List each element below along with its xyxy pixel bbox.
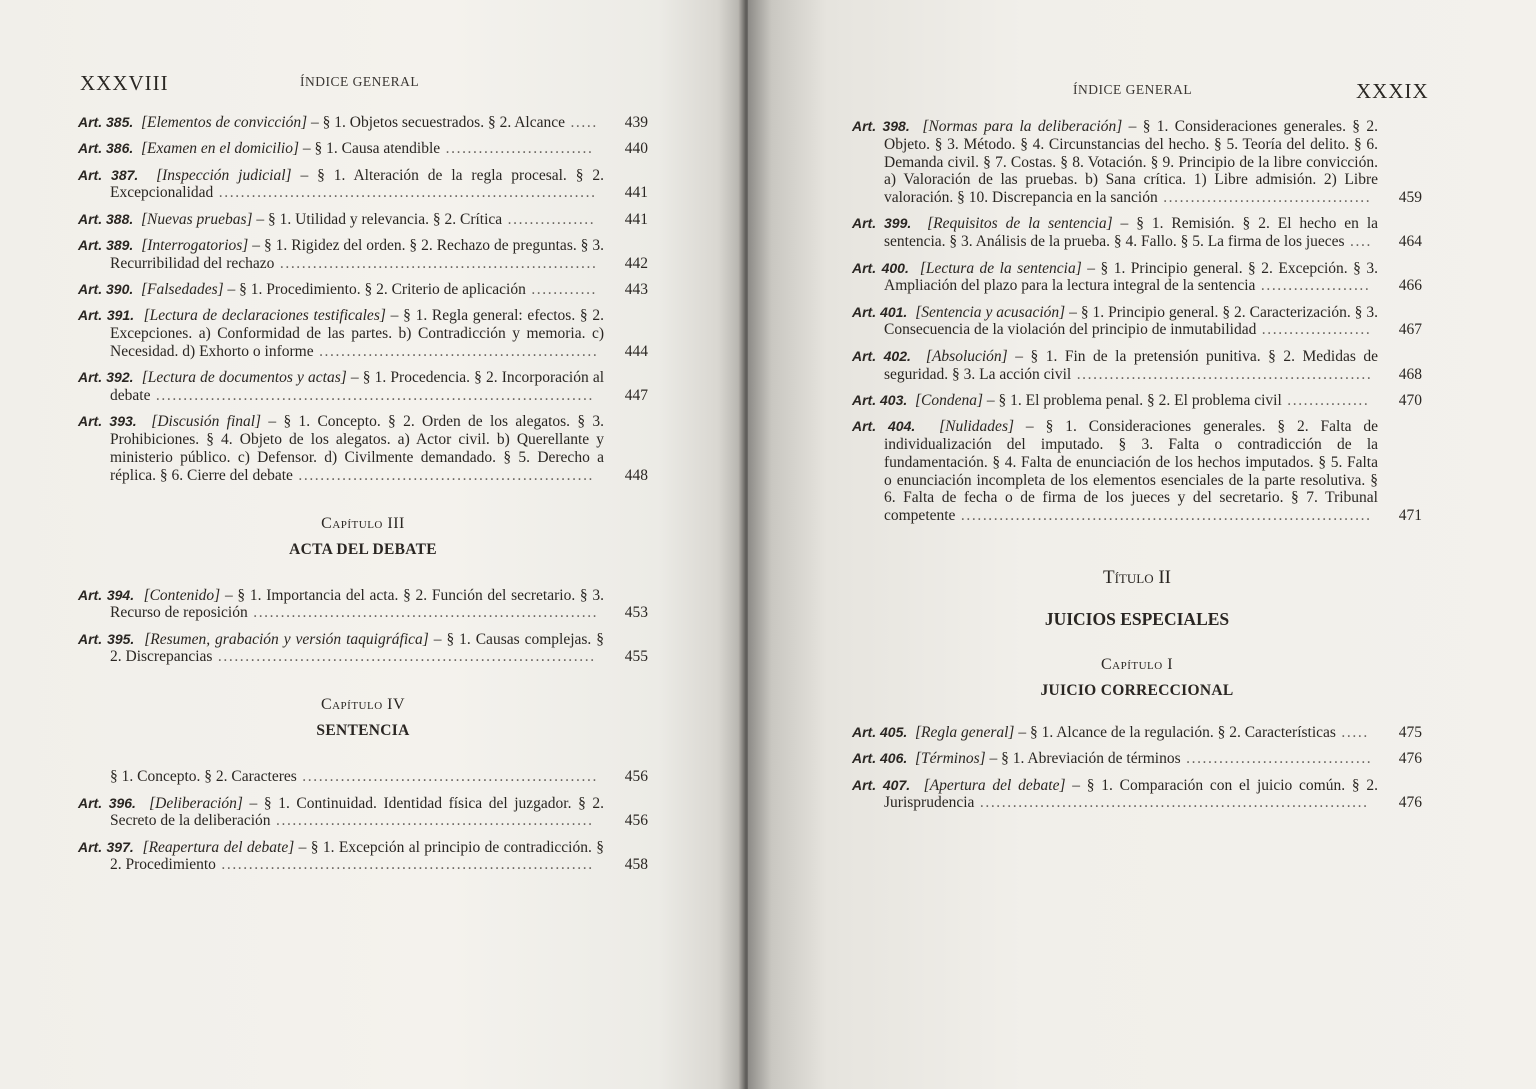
- title-heading: [852, 567, 1422, 630]
- dot-leader: .......................................................................: [974, 794, 1369, 812]
- article-summary: – § 1. Alteración de la regla procesal. § 2. Excepcionalidad: [110, 166, 604, 202]
- article-number: Art. 399.: [852, 215, 912, 232]
- article-title: [Lectura de documentos y actas]: [141, 369, 347, 387]
- article-title: [Reapertura del debate]: [142, 838, 295, 856]
- dot-leader: ..........................................................: [270, 812, 594, 830]
- entry-text: [78, 587, 604, 623]
- entry-text: [852, 348, 1378, 384]
- article-number: Art. 404.: [852, 418, 916, 435]
- article-summary: – § 1. Consideraciones generales. § 2. Falta de individualización del imputado. § 3. Falta o contradicción de la fundamentación. § 4. Falta de enunciación de los hechos imputados. § 5. Falta o enunciación incompleta de los elementos esenciales de la parte resolutiva. § 6. Falta de fecha o de firma de los jueces y del secretario. § 7. Tribunal competente: [884, 418, 1379, 525]
- article-title: [Lectura de la sentencia]: [919, 259, 1082, 277]
- index-entry: [78, 413, 648, 484]
- entry-text: [852, 777, 1378, 813]
- entry-text: [78, 281, 604, 299]
- article-title: [Examen en el domicilio]: [141, 140, 299, 158]
- article-summary: – § 1. Objetos secuestrados. § 2. Alcance: [311, 114, 565, 131]
- chapter-label: Capítulo III: [321, 514, 405, 532]
- article-summary: § 1. Concepto. § 2. Caracteres: [110, 768, 297, 786]
- index-entry: [78, 795, 648, 831]
- article-number: Art. 385.: [78, 114, 134, 130]
- page-number: 470: [1398, 391, 1422, 409]
- index-group: [852, 724, 1422, 812]
- index-entry: [852, 777, 1422, 813]
- article-summary: – § 1. Remisión. § 2. El hecho en la sentencia. § 3. Análisis de la prueba. § 4. Fallo. § 5. La firma de los jueces: [884, 215, 1379, 251]
- index-group: [852, 118, 1422, 525]
- index-entry: [78, 839, 648, 875]
- article-summary: – § 1. Abreviación de términos: [989, 750, 1181, 768]
- page-number: 447: [624, 387, 648, 405]
- entry-text: [852, 418, 1378, 525]
- article-number: Art. 405.: [852, 723, 908, 740]
- chapter-label: Capítulo IV: [320, 696, 406, 714]
- entry-text: [78, 369, 604, 405]
- article-title: [Requisitos de la sentencia]: [927, 215, 1113, 233]
- title-label: Título II: [1103, 566, 1171, 588]
- dot-leader: ......................................................: [1071, 365, 1373, 383]
- index-entry: [852, 304, 1422, 340]
- chapter-label: Capítulo I: [1100, 655, 1174, 673]
- article-summary: – § 1. Principio general. § 2. Excepción. § 3. Ampliación del plazo para la lectura integral de la sentencia: [884, 259, 1378, 295]
- article-title: [Nuevas pruebas]: [141, 210, 253, 228]
- article-number: Art. 387.: [78, 166, 139, 183]
- dot-leader: ...........................................................................: [955, 507, 1372, 525]
- page-number: 464: [1398, 233, 1422, 251]
- article-title: [Apertura del debate]: [923, 776, 1066, 794]
- dot-leader: ....................................................................: [215, 856, 594, 874]
- article-title: [Lectura de declaraciones testificales]: [143, 307, 386, 325]
- dot-leader: ...................................................: [313, 342, 599, 360]
- chapter-heading: [852, 656, 1422, 700]
- dot-leader: ................................................................................: [150, 387, 594, 405]
- index-entry: [78, 768, 648, 786]
- dot-leader: ......................................: [1157, 189, 1372, 207]
- index-column: [852, 118, 1422, 821]
- page-number: 458: [624, 856, 648, 874]
- chapter-heading: [78, 696, 648, 740]
- entry-text: [78, 307, 604, 360]
- entry-text: [78, 211, 604, 229]
- page-number: 456: [624, 768, 648, 786]
- entry-text: [78, 839, 604, 875]
- article-summary: – § 1. Procedencia. § 2. Incorporación al debate: [110, 369, 605, 405]
- dot-leader: ................: [502, 210, 596, 228]
- index-entry: [852, 118, 1422, 207]
- page-number: 476: [1398, 750, 1422, 768]
- page-number: 456: [624, 812, 648, 830]
- dot-leader: ...........................: [440, 140, 594, 158]
- article-title: [Elementos de convicción]: [141, 114, 308, 131]
- entry-text: [78, 768, 604, 786]
- index-entry: [78, 281, 648, 299]
- article-summary: – § 1. Consideraciones generales. § 2. Objeto. § 3. Método. § 4. Circunstancias del hecho. § 5. Teoría del delito. § 6. Demanda civil. § 7. Costas. § 8. Votación. § 9. Principio de la libre convicción. a) Valoración de las pruebas. b) Sana crítica. 1) Libre admisión. 2) Libre valoración. § 10. Discrepancia en la sanción: [884, 118, 1379, 207]
- article-number: Art. 388.: [78, 210, 134, 227]
- page-folio: XXXVIII: [80, 71, 169, 95]
- page-number: 459: [1398, 189, 1422, 207]
- entry-text: [78, 140, 604, 158]
- article-title: [Normas para la deliberación]: [922, 118, 1123, 135]
- dot-leader: .....................................................................: [212, 648, 596, 666]
- article-title: [Discusión final]: [151, 413, 262, 431]
- index-entry: [78, 114, 648, 132]
- right-page: [748, 0, 1536, 1089]
- index-group: [78, 768, 648, 874]
- entry-text: [852, 118, 1378, 207]
- entry-text: [78, 413, 604, 484]
- article-number: Art. 402.: [852, 347, 911, 364]
- entry-text: [852, 750, 1378, 768]
- article-summary: – § 1. Regla general: efectos. § 2. Excepciones. a) Conformidad de las partes. b) Contradicción y memoria. c) Necesidad. d) Exhorto o informe: [110, 307, 605, 360]
- entry-text: [78, 114, 604, 132]
- article-summary: – § 1. Utilidad y relevancia. § 2. Crítica: [256, 210, 503, 228]
- article-number: Art. 403.: [852, 391, 908, 408]
- article-summary: – § 1. Excepción al principio de contradicción. § 2. Procedimiento: [110, 838, 605, 874]
- entry-text: [852, 304, 1378, 340]
- index-entry: [78, 631, 648, 667]
- index-entry: [78, 307, 648, 360]
- article-title: [Nulidades]: [939, 418, 1015, 436]
- page-number: 448: [624, 466, 648, 484]
- article-summary: – § 1. Alcance de la regulación. § 2. Características: [1018, 723, 1336, 741]
- article-summary: – § 1. Causas complejas. § 2. Discrepancias: [110, 630, 604, 666]
- article-number: Art. 393.: [78, 413, 137, 430]
- article-number: Art. 397.: [78, 838, 134, 855]
- article-number: Art. 395.: [78, 630, 135, 647]
- entry-text: [78, 795, 604, 831]
- article-title: [Absolución]: [925, 347, 1008, 365]
- dot-leader: .....................................................................: [213, 184, 597, 202]
- index-entry: [78, 237, 648, 273]
- article-number: Art. 390.: [78, 281, 134, 298]
- page-number: 476: [1398, 794, 1422, 812]
- dot-leader: ......................................................: [296, 768, 598, 786]
- article-title: [Deliberación]: [149, 794, 243, 812]
- article-title: [Condena]: [915, 391, 984, 409]
- entry-text: [852, 724, 1378, 742]
- article-title: [Regla general]: [915, 723, 1015, 741]
- chapter-title: ACTA DEL DEBATE: [289, 540, 437, 558]
- dot-leader: ......................................................: [292, 466, 595, 484]
- article-number: Art. 396.: [78, 794, 136, 811]
- index-entry: [852, 260, 1422, 296]
- article-number: Art. 407.: [852, 776, 911, 793]
- article-summary: – § 1. Procedimiento. § 2. Criterio de aplicación: [227, 281, 526, 299]
- dot-leader: ....................: [1256, 321, 1372, 339]
- page-number: 443: [624, 281, 648, 299]
- index-entry: [852, 418, 1422, 525]
- entry-text: [78, 631, 604, 667]
- dot-leader: ....................: [1255, 277, 1371, 295]
- article-number: Art. 389.: [78, 236, 134, 253]
- index-entry: [852, 750, 1422, 768]
- article-number: Art. 406.: [852, 750, 908, 767]
- dot-leader: ...............: [1281, 391, 1370, 409]
- article-number: Art. 391.: [78, 307, 135, 324]
- article-number: Art. 401.: [852, 303, 908, 320]
- article-title: [Resumen, grabación y versión taquigráfica]: [144, 630, 429, 648]
- entry-text: [852, 215, 1378, 251]
- dot-leader: ...............................................................: [247, 604, 599, 622]
- article-summary: – § 1. Causa atendible: [302, 140, 441, 158]
- dot-leader: .....: [1335, 723, 1369, 741]
- entry-text: [78, 167, 604, 203]
- article-summary: – § 1. Rigidez del orden. § 2. Rechazo de preguntas. § 3. Recurribilidad del rechazo: [110, 236, 604, 272]
- dot-leader: .....: [564, 114, 598, 131]
- index-group: [78, 587, 648, 667]
- article-title: [Falsedades]: [141, 281, 224, 299]
- article-number: Art. 386.: [78, 140, 134, 157]
- index-entry: [78, 167, 648, 203]
- article-summary: – § 1. Comparación con el juicio común. § 2. Jurisprudencia: [884, 776, 1379, 812]
- page-number: 471: [1398, 507, 1422, 525]
- index-entry: [852, 724, 1422, 742]
- index-entry: [78, 140, 648, 158]
- index-entry: [78, 211, 648, 229]
- page-number: 439: [624, 114, 648, 131]
- article-summary: – § 1. Principio general. § 2. Caracterización. § 3. Consecuencia de la violación del principio de inmutabilidad: [884, 303, 1379, 339]
- article-number: Art. 398.: [852, 118, 910, 134]
- page-number: 442: [624, 254, 648, 272]
- page-number: 468: [1398, 365, 1422, 383]
- article-title: [Interrogatorios]: [141, 236, 249, 254]
- index-entry: [78, 369, 648, 405]
- page-number: 455: [624, 648, 648, 666]
- dot-leader: ....: [1344, 233, 1372, 251]
- dot-leader: ............: [525, 281, 598, 299]
- article-summary: – § 1. Importancia del acta. § 2. Función del secretario. § 3. Recurso de reposición: [110, 586, 605, 622]
- page-number: 466: [1398, 277, 1422, 295]
- article-title: [Inspección judicial]: [156, 166, 292, 184]
- chapter-title: SENTENCIA: [316, 722, 410, 740]
- running-header: ÍNDICE GENERAL: [300, 74, 420, 89]
- page-number: 444: [624, 342, 648, 360]
- article-title: [Contenido]: [143, 586, 221, 604]
- article-number: Art. 400.: [852, 259, 909, 276]
- article-summary: – § 1. Concepto. § 2. Orden de los alegatos. § 3. Prohibiciones. § 4. Objeto de los alegatos. a) Actor civil. b) Querellante y ministerio público. c) Defensor. d) Civilmente demandado. § 5. Derecho a réplica. § 6. Cierre del debate: [110, 413, 605, 484]
- entry-text: [852, 260, 1378, 296]
- article-number: Art. 394.: [78, 586, 135, 603]
- dot-leader: ..........................................................: [274, 254, 598, 272]
- article-summary: – § 1. Continuidad. Identidad física del juzgador. § 2. Secreto de la deliberación: [110, 794, 605, 830]
- page-number: 453: [624, 604, 648, 622]
- index-entry: [852, 348, 1422, 384]
- running-header: ÍNDICE GENERAL: [1073, 82, 1193, 97]
- page-number: 440: [624, 140, 648, 158]
- index-group: [78, 114, 648, 485]
- entry-text: [78, 237, 604, 273]
- article-number: Art. 392.: [78, 369, 134, 386]
- dot-leader: ..................................: [1180, 750, 1373, 768]
- index-entry: [852, 392, 1422, 410]
- page-number: 441: [624, 184, 648, 202]
- chapter-title: JUICIO CORRECCIONAL: [1040, 681, 1234, 699]
- left-page: [0, 0, 748, 1089]
- entry-text: [852, 392, 1378, 410]
- article-summary: – § 1. Fin de la pretensión punitiva. § 2. Medidas de seguridad. § 3. La acción civil: [884, 347, 1379, 383]
- page-number: 467: [1398, 321, 1422, 339]
- page-number: 441: [624, 210, 648, 228]
- index-column: [78, 114, 648, 883]
- article-title: [Sentencia y acusación]: [915, 303, 1066, 321]
- page-number: 475: [1398, 723, 1422, 741]
- article-title: [Términos]: [915, 750, 986, 768]
- article-summary: – § 1. El problema penal. § 2. El problema civil: [986, 391, 1282, 409]
- page-folio: XXXIX: [1356, 79, 1429, 103]
- index-entry: [78, 587, 648, 623]
- title-name: JUICIOS ESPECIALES: [1044, 608, 1230, 629]
- index-entry: [852, 215, 1422, 251]
- chapter-heading: [78, 515, 648, 559]
